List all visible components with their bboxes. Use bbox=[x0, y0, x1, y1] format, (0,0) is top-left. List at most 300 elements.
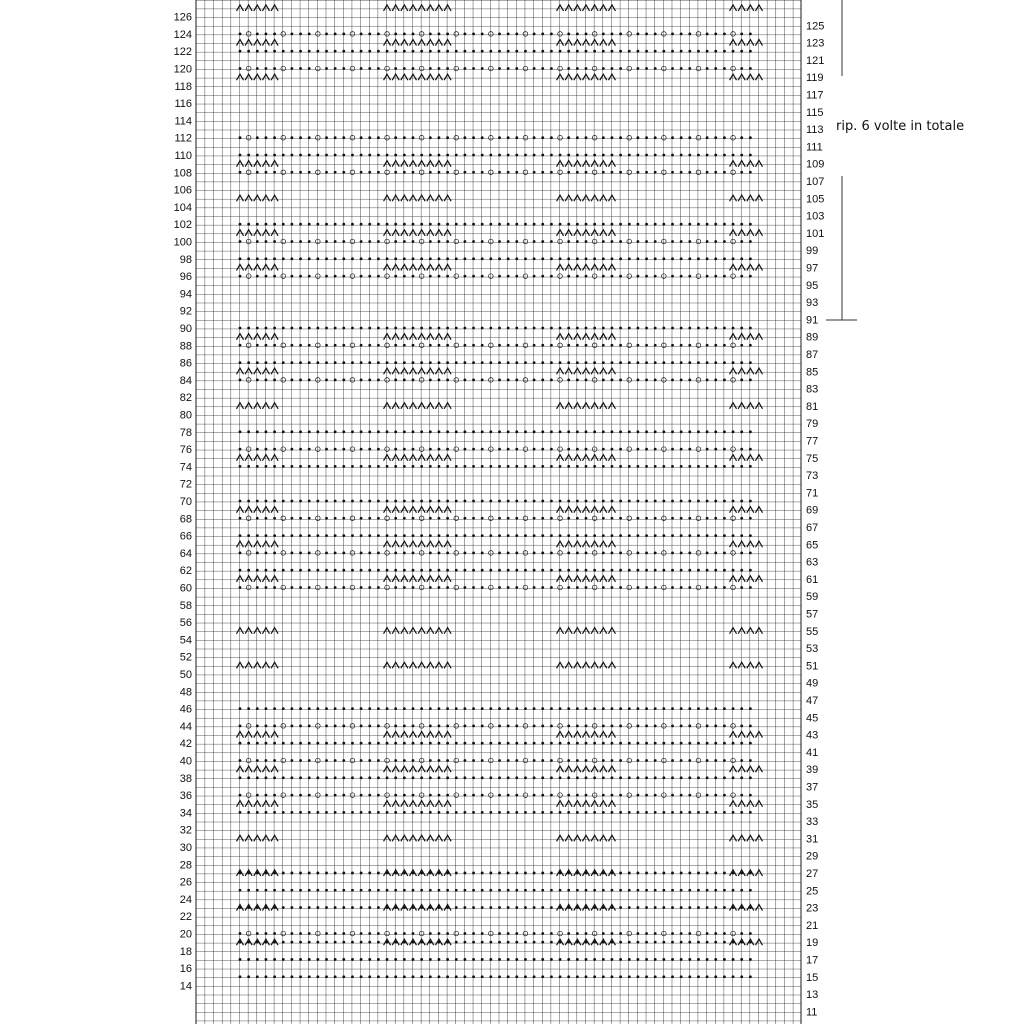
purl-dot-symbol bbox=[498, 906, 501, 909]
purl-dot-symbol bbox=[377, 759, 380, 762]
purl-dot-symbol bbox=[533, 586, 536, 589]
purl-dot-symbol bbox=[671, 586, 674, 589]
purl-dot-symbol bbox=[342, 136, 345, 139]
purl-dot-symbol bbox=[368, 889, 371, 892]
purl-dot-symbol bbox=[507, 50, 510, 53]
purl-dot-symbol bbox=[697, 872, 700, 875]
purl-dot-symbol bbox=[265, 889, 268, 892]
purl-dot-symbol bbox=[507, 707, 510, 710]
purl-dot-symbol bbox=[282, 811, 285, 814]
purl-dot-symbol bbox=[256, 975, 259, 978]
purl-dot-symbol bbox=[567, 327, 570, 330]
purl-dot-symbol bbox=[455, 257, 458, 260]
purl-dot-symbol bbox=[377, 379, 380, 382]
purl-dot-symbol bbox=[273, 344, 276, 347]
purl-dot-symbol bbox=[334, 379, 337, 382]
purl-dot-symbol bbox=[628, 223, 631, 226]
purl-dot-symbol bbox=[472, 534, 475, 537]
purl-dot-symbol bbox=[593, 430, 596, 433]
purl-dot-symbol bbox=[299, 448, 302, 451]
purl-dot-symbol bbox=[256, 552, 259, 555]
purl-dot-symbol bbox=[351, 776, 354, 779]
purl-dot-symbol bbox=[282, 958, 285, 961]
purl-dot-symbol bbox=[265, 569, 268, 572]
purl-dot-symbol bbox=[507, 517, 510, 520]
purl-dot-symbol bbox=[723, 932, 726, 935]
purl-dot-symbol bbox=[325, 171, 328, 174]
purl-dot-symbol bbox=[619, 889, 622, 892]
purl-dot-symbol bbox=[533, 932, 536, 935]
purl-dot-symbol bbox=[325, 240, 328, 243]
purl-dot-symbol bbox=[714, 67, 717, 70]
purl-dot-symbol bbox=[550, 361, 553, 364]
purl-dot-symbol bbox=[541, 975, 544, 978]
purl-dot-symbol bbox=[567, 534, 570, 537]
purl-dot-symbol bbox=[637, 569, 640, 572]
purl-dot-symbol bbox=[749, 958, 752, 961]
row-number-left: 92 bbox=[179, 305, 192, 318]
purl-dot-symbol bbox=[299, 776, 302, 779]
purl-dot-symbol bbox=[420, 430, 423, 433]
purl-dot-symbol bbox=[533, 379, 536, 382]
purl-dot-symbol bbox=[394, 240, 397, 243]
purl-dot-symbol bbox=[697, 776, 700, 779]
purl-dot-symbol bbox=[559, 327, 562, 330]
purl-dot-symbol bbox=[515, 136, 518, 139]
purl-dot-symbol bbox=[446, 344, 449, 347]
purl-dot-symbol bbox=[671, 811, 674, 814]
purl-dot-symbol bbox=[533, 742, 536, 745]
purl-dot-symbol bbox=[533, 430, 536, 433]
purl-dot-symbol bbox=[723, 725, 726, 728]
purl-dot-symbol bbox=[680, 932, 683, 935]
purl-dot-symbol bbox=[316, 430, 319, 433]
purl-dot-symbol bbox=[342, 958, 345, 961]
purl-dot-symbol bbox=[291, 707, 294, 710]
purl-dot-symbol bbox=[654, 275, 657, 278]
purl-dot-symbol bbox=[585, 932, 588, 935]
purl-dot-symbol bbox=[585, 379, 588, 382]
purl-dot-symbol bbox=[481, 430, 484, 433]
purl-dot-symbol bbox=[619, 154, 622, 157]
purl-dot-symbol bbox=[645, 759, 648, 762]
purl-dot-symbol bbox=[256, 569, 259, 572]
purl-dot-symbol bbox=[714, 552, 717, 555]
purl-dot-symbol bbox=[273, 379, 276, 382]
purl-dot-symbol bbox=[688, 50, 691, 53]
purl-dot-symbol bbox=[481, 171, 484, 174]
purl-dot-symbol bbox=[368, 725, 371, 728]
purl-dot-symbol bbox=[308, 975, 311, 978]
purl-dot-symbol bbox=[593, 465, 596, 468]
purl-dot-symbol bbox=[697, 941, 700, 944]
purl-dot-symbol bbox=[351, 534, 354, 537]
purl-dot-symbol bbox=[515, 33, 518, 36]
purl-dot-symbol bbox=[464, 67, 467, 70]
purl-dot-symbol bbox=[507, 500, 510, 503]
row-number-right: 75 bbox=[806, 452, 819, 465]
purl-dot-symbol bbox=[749, 448, 752, 451]
purl-dot-symbol bbox=[585, 958, 588, 961]
purl-dot-symbol bbox=[611, 448, 614, 451]
purl-dot-symbol bbox=[239, 448, 242, 451]
purl-dot-symbol bbox=[732, 742, 735, 745]
purl-dot-symbol bbox=[403, 361, 406, 364]
purl-dot-symbol bbox=[464, 742, 467, 745]
purl-dot-symbol bbox=[282, 941, 285, 944]
purl-dot-symbol bbox=[749, 154, 752, 157]
purl-dot-symbol bbox=[654, 240, 657, 243]
purl-dot-symbol bbox=[688, 534, 691, 537]
purl-dot-symbol bbox=[377, 776, 380, 779]
purl-dot-symbol bbox=[576, 776, 579, 779]
purl-dot-symbol bbox=[334, 50, 337, 53]
purl-dot-symbol bbox=[464, 759, 467, 762]
purl-dot-symbol bbox=[247, 776, 250, 779]
purl-dot-symbol bbox=[265, 33, 268, 36]
purl-dot-symbol bbox=[637, 136, 640, 139]
purl-dot-symbol bbox=[342, 240, 345, 243]
purl-dot-symbol bbox=[602, 569, 605, 572]
purl-dot-symbol bbox=[464, 344, 467, 347]
purl-dot-symbol bbox=[541, 379, 544, 382]
purl-dot-symbol bbox=[360, 500, 363, 503]
repeat-note: rip. 6 volte in totale bbox=[836, 119, 965, 134]
purl-dot-symbol bbox=[593, 811, 596, 814]
row-number-left: 56 bbox=[179, 617, 192, 630]
purl-dot-symbol bbox=[420, 500, 423, 503]
purl-dot-symbol bbox=[602, 257, 605, 260]
purl-dot-symbol bbox=[723, 465, 726, 468]
purl-dot-symbol bbox=[282, 906, 285, 909]
purl-dot-symbol bbox=[576, 552, 579, 555]
purl-dot-symbol bbox=[403, 344, 406, 347]
purl-dot-symbol bbox=[360, 448, 363, 451]
purl-dot-symbol bbox=[541, 517, 544, 520]
purl-dot-symbol bbox=[611, 67, 614, 70]
purl-dot-symbol bbox=[602, 379, 605, 382]
purl-dot-symbol bbox=[299, 534, 302, 537]
purl-dot-symbol bbox=[455, 975, 458, 978]
purl-dot-symbol bbox=[273, 33, 276, 36]
purl-dot-symbol bbox=[602, 448, 605, 451]
purl-dot-symbol bbox=[645, 465, 648, 468]
purl-dot-symbol bbox=[351, 223, 354, 226]
purl-dot-symbol bbox=[654, 776, 657, 779]
purl-dot-symbol bbox=[291, 448, 294, 451]
purl-dot-symbol bbox=[360, 742, 363, 745]
purl-dot-symbol bbox=[464, 500, 467, 503]
purl-dot-symbol bbox=[247, 975, 250, 978]
row-number-right: 27 bbox=[806, 867, 819, 880]
purl-dot-symbol bbox=[507, 975, 510, 978]
purl-dot-symbol bbox=[455, 569, 458, 572]
purl-dot-symbol bbox=[567, 586, 570, 589]
purl-dot-symbol bbox=[308, 33, 311, 36]
purl-dot-symbol bbox=[602, 958, 605, 961]
purl-dot-symbol bbox=[351, 465, 354, 468]
purl-dot-symbol bbox=[515, 707, 518, 710]
purl-dot-symbol bbox=[247, 257, 250, 260]
purl-dot-symbol bbox=[299, 975, 302, 978]
purl-dot-symbol bbox=[576, 257, 579, 260]
purl-dot-symbol bbox=[299, 872, 302, 875]
purl-dot-symbol bbox=[576, 742, 579, 745]
purl-dot-symbol bbox=[567, 889, 570, 892]
purl-dot-symbol bbox=[680, 975, 683, 978]
purl-dot-symbol bbox=[550, 586, 553, 589]
purl-dot-symbol bbox=[533, 465, 536, 468]
purl-dot-symbol bbox=[368, 586, 371, 589]
purl-dot-symbol bbox=[342, 794, 345, 797]
purl-dot-symbol bbox=[637, 517, 640, 520]
purl-dot-symbol bbox=[541, 500, 544, 503]
purl-dot-symbol bbox=[481, 975, 484, 978]
purl-dot-symbol bbox=[749, 275, 752, 278]
purl-dot-symbol bbox=[316, 569, 319, 572]
purl-dot-symbol bbox=[420, 958, 423, 961]
purl-dot-symbol bbox=[654, 327, 657, 330]
purl-dot-symbol bbox=[507, 889, 510, 892]
row-number-right: 15 bbox=[806, 971, 819, 984]
purl-dot-symbol bbox=[723, 776, 726, 779]
purl-dot-symbol bbox=[688, 257, 691, 260]
purl-dot-symbol bbox=[394, 50, 397, 53]
purl-dot-symbol bbox=[472, 906, 475, 909]
purl-dot-symbol bbox=[671, 50, 674, 53]
purl-dot-symbol bbox=[438, 240, 441, 243]
purl-dot-symbol bbox=[567, 776, 570, 779]
purl-dot-symbol bbox=[325, 552, 328, 555]
purl-dot-symbol bbox=[472, 872, 475, 875]
purl-dot-symbol bbox=[507, 327, 510, 330]
purl-dot-symbol bbox=[360, 889, 363, 892]
purl-dot-symbol bbox=[749, 975, 752, 978]
purl-dot-symbol bbox=[239, 569, 242, 572]
purl-dot-symbol bbox=[628, 257, 631, 260]
purl-dot-symbol bbox=[714, 50, 717, 53]
purl-dot-symbol bbox=[273, 958, 276, 961]
purl-dot-symbol bbox=[559, 534, 562, 537]
purl-dot-symbol bbox=[360, 569, 363, 572]
purl-dot-symbol bbox=[714, 240, 717, 243]
purl-dot-symbol bbox=[680, 50, 683, 53]
purl-dot-symbol bbox=[706, 707, 709, 710]
purl-dot-symbol bbox=[394, 327, 397, 330]
purl-dot-symbol bbox=[368, 171, 371, 174]
purl-dot-symbol bbox=[602, 975, 605, 978]
row-number-left: 122 bbox=[173, 46, 192, 59]
purl-dot-symbol bbox=[550, 889, 553, 892]
purl-dot-symbol bbox=[438, 67, 441, 70]
purl-dot-symbol bbox=[342, 465, 345, 468]
purl-dot-symbol bbox=[628, 534, 631, 537]
purl-dot-symbol bbox=[723, 889, 726, 892]
purl-dot-symbol bbox=[637, 794, 640, 797]
purl-dot-symbol bbox=[680, 759, 683, 762]
purl-dot-symbol bbox=[732, 975, 735, 978]
purl-dot-symbol bbox=[585, 171, 588, 174]
purl-dot-symbol bbox=[273, 889, 276, 892]
purl-dot-symbol bbox=[593, 327, 596, 330]
purl-dot-symbol bbox=[403, 534, 406, 537]
purl-dot-symbol bbox=[394, 776, 397, 779]
row-number-right: 89 bbox=[806, 331, 819, 344]
purl-dot-symbol bbox=[524, 327, 527, 330]
purl-dot-symbol bbox=[567, 958, 570, 961]
purl-dot-symbol bbox=[680, 552, 683, 555]
purl-dot-symbol bbox=[256, 811, 259, 814]
purl-dot-symbol bbox=[377, 569, 380, 572]
purl-dot-symbol bbox=[688, 465, 691, 468]
purl-dot-symbol bbox=[429, 154, 432, 157]
purl-dot-symbol bbox=[671, 257, 674, 260]
purl-dot-symbol bbox=[671, 500, 674, 503]
purl-dot-symbol bbox=[515, 872, 518, 875]
purl-dot-symbol bbox=[403, 448, 406, 451]
purl-dot-symbol bbox=[412, 275, 415, 278]
purl-dot-symbol bbox=[611, 958, 614, 961]
purl-dot-symbol bbox=[645, 136, 648, 139]
purl-dot-symbol bbox=[429, 776, 432, 779]
purl-dot-symbol bbox=[334, 344, 337, 347]
purl-dot-symbol bbox=[420, 811, 423, 814]
purl-dot-symbol bbox=[265, 500, 268, 503]
purl-dot-symbol bbox=[489, 941, 492, 944]
purl-dot-symbol bbox=[671, 941, 674, 944]
purl-dot-symbol bbox=[429, 361, 432, 364]
purl-dot-symbol bbox=[637, 941, 640, 944]
purl-dot-symbol bbox=[325, 707, 328, 710]
purl-dot-symbol bbox=[239, 707, 242, 710]
purl-dot-symbol bbox=[749, 33, 752, 36]
purl-dot-symbol bbox=[412, 500, 415, 503]
purl-dot-symbol bbox=[420, 361, 423, 364]
row-number-left: 88 bbox=[179, 340, 192, 353]
purl-dot-symbol bbox=[671, 430, 674, 433]
purl-dot-symbol bbox=[265, 344, 268, 347]
purl-dot-symbol bbox=[256, 759, 259, 762]
purl-dot-symbol bbox=[403, 257, 406, 260]
purl-dot-symbol bbox=[455, 941, 458, 944]
purl-dot-symbol bbox=[325, 534, 328, 537]
purl-dot-symbol bbox=[628, 569, 631, 572]
purl-dot-symbol bbox=[464, 240, 467, 243]
row-number-left: 28 bbox=[179, 859, 192, 872]
row-number-right: 33 bbox=[806, 816, 819, 829]
purl-dot-symbol bbox=[541, 534, 544, 537]
purl-dot-symbol bbox=[438, 742, 441, 745]
purl-dot-symbol bbox=[291, 50, 294, 53]
purl-dot-symbol bbox=[611, 534, 614, 537]
purl-dot-symbol bbox=[645, 932, 648, 935]
purl-dot-symbol bbox=[351, 500, 354, 503]
purl-dot-symbol bbox=[265, 240, 268, 243]
purl-dot-symbol bbox=[377, 257, 380, 260]
purl-dot-symbol bbox=[489, 361, 492, 364]
row-number-left: 96 bbox=[179, 271, 192, 284]
purl-dot-symbol bbox=[394, 67, 397, 70]
purl-dot-symbol bbox=[507, 742, 510, 745]
purl-dot-symbol bbox=[533, 958, 536, 961]
purl-dot-symbol bbox=[507, 33, 510, 36]
purl-dot-symbol bbox=[360, 932, 363, 935]
row-number-left: 90 bbox=[179, 323, 192, 335]
purl-dot-symbol bbox=[316, 742, 319, 745]
purl-dot-symbol bbox=[619, 275, 622, 278]
row-number-left: 62 bbox=[179, 565, 192, 578]
purl-dot-symbol bbox=[645, 552, 648, 555]
row-number-left: 42 bbox=[179, 738, 192, 751]
purl-dot-symbol bbox=[351, 257, 354, 260]
purl-dot-symbol bbox=[308, 136, 311, 139]
purl-dot-symbol bbox=[299, 33, 302, 36]
purl-dot-symbol bbox=[611, 171, 614, 174]
purl-dot-symbol bbox=[325, 154, 328, 157]
purl-dot-symbol bbox=[316, 361, 319, 364]
purl-dot-symbol bbox=[394, 759, 397, 762]
row-number-left: 24 bbox=[179, 893, 192, 906]
row-number-right: 83 bbox=[806, 383, 819, 396]
row-number-right: 125 bbox=[806, 20, 825, 33]
purl-dot-symbol bbox=[368, 136, 371, 139]
purl-dot-symbol bbox=[316, 776, 319, 779]
purl-dot-symbol bbox=[394, 448, 397, 451]
purl-dot-symbol bbox=[334, 958, 337, 961]
row-number-left: 26 bbox=[179, 876, 192, 889]
purl-dot-symbol bbox=[515, 344, 518, 347]
purl-dot-symbol bbox=[360, 517, 363, 520]
purl-dot-symbol bbox=[265, 465, 268, 468]
row-number-left: 108 bbox=[173, 167, 192, 180]
purl-dot-symbol bbox=[464, 327, 467, 330]
purl-dot-symbol bbox=[308, 275, 311, 278]
purl-dot-symbol bbox=[403, 586, 406, 589]
purl-dot-symbol bbox=[308, 344, 311, 347]
purl-dot-symbol bbox=[515, 889, 518, 892]
purl-dot-symbol bbox=[308, 906, 311, 909]
purl-dot-symbol bbox=[316, 257, 319, 260]
purl-dot-symbol bbox=[706, 889, 709, 892]
purl-dot-symbol bbox=[732, 534, 735, 537]
purl-dot-symbol bbox=[342, 941, 345, 944]
purl-dot-symbol bbox=[697, 154, 700, 157]
purl-dot-symbol bbox=[429, 534, 432, 537]
purl-dot-symbol bbox=[334, 725, 337, 728]
purl-dot-symbol bbox=[662, 257, 665, 260]
purl-dot-symbol bbox=[524, 906, 527, 909]
purl-dot-symbol bbox=[697, 906, 700, 909]
purl-dot-symbol bbox=[325, 569, 328, 572]
purl-dot-symbol bbox=[671, 534, 674, 537]
purl-dot-symbol bbox=[662, 327, 665, 330]
purl-dot-symbol bbox=[368, 776, 371, 779]
purl-dot-symbol bbox=[239, 958, 242, 961]
purl-dot-symbol bbox=[619, 136, 622, 139]
purl-dot-symbol bbox=[723, 448, 726, 451]
purl-dot-symbol bbox=[498, 534, 501, 537]
purl-dot-symbol bbox=[247, 534, 250, 537]
purl-dot-symbol bbox=[308, 50, 311, 53]
row-number-left: 14 bbox=[179, 980, 192, 993]
purl-dot-symbol bbox=[645, 275, 648, 278]
purl-dot-symbol bbox=[714, 569, 717, 572]
purl-dot-symbol bbox=[446, 154, 449, 157]
purl-dot-symbol bbox=[611, 50, 614, 53]
purl-dot-symbol bbox=[386, 500, 389, 503]
purl-dot-symbol bbox=[723, 344, 726, 347]
purl-dot-symbol bbox=[688, 586, 691, 589]
